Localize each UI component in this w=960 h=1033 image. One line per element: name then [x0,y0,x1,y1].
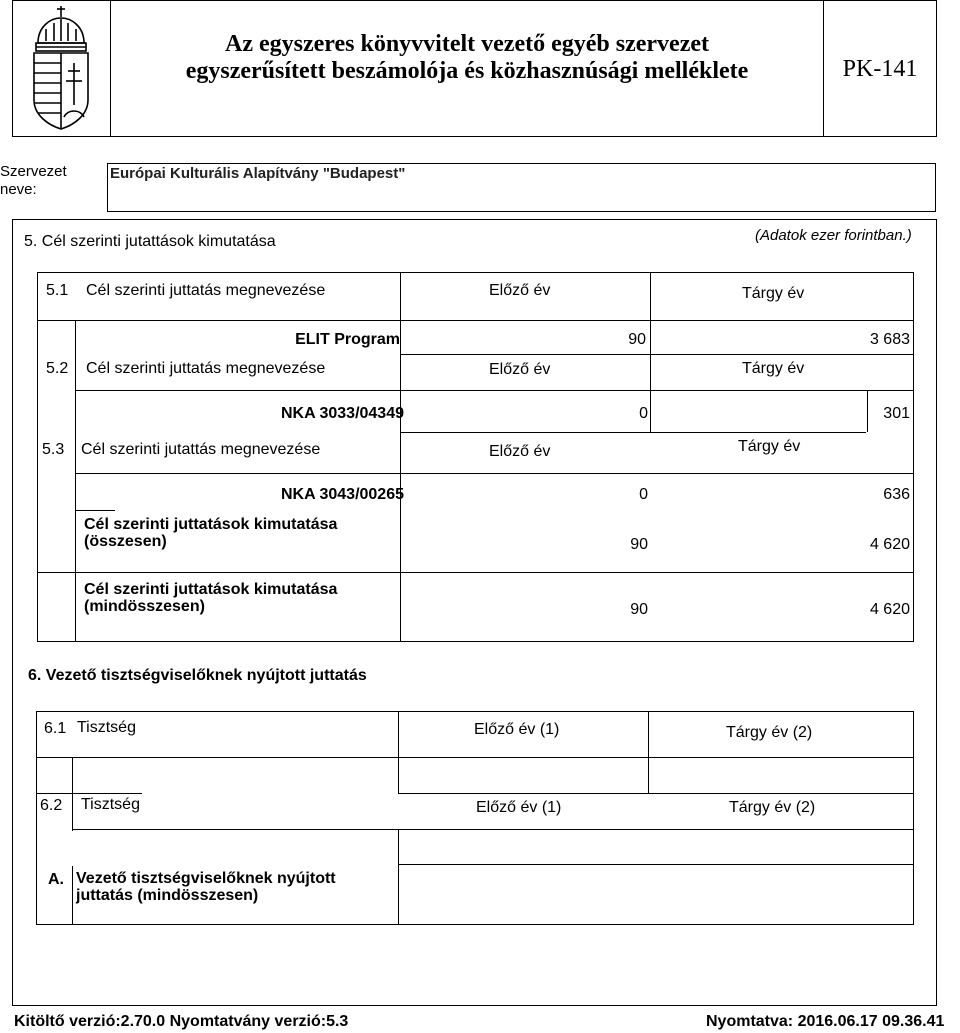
row-divider [36,793,142,794]
row-6-1-prev-header: Előző év (1) [474,721,560,738]
grand-total-label-line1: Cél szerinti juttatások kimutatása [84,581,338,598]
row-5-1-header-bottom [37,320,914,321]
header-divider-right [823,0,824,137]
row-6-2-prev-header: Előző év (1) [476,799,562,816]
row-5-3-curr-header: Tárgy év [738,438,801,455]
row-5-2-name: NKA 3033/04349 [280,405,404,422]
row-5-2-num: 5.2 [46,360,69,377]
row-5-1-name: ELIT Program [295,331,400,348]
col-divider [650,272,651,320]
row-5-3-name: NKA 3043/00265 [280,486,404,503]
page-title [114,31,820,85]
row-6-1-label: Tisztség [77,719,136,736]
col-divider [400,272,401,320]
col-divider [400,432,401,473]
row-divider [400,432,866,433]
section6-total-label [76,870,336,904]
col-divider [398,757,399,793]
col-divider [72,866,73,925]
unit-note: (Adatok ezer forintban.) [755,227,912,244]
row-5-1-prev-header: Előző év [489,282,551,299]
row-5-2-curr: 301 [883,405,910,422]
row-5-2-label: Cél szerinti juttatás megnevezése [86,360,326,377]
grand-total-prev: 90 [630,601,648,618]
row-5-3-prev: 0 [639,486,648,503]
col-divider [400,320,401,356]
col-divider [400,356,401,390]
row-6-2-label: Tisztség [81,796,140,813]
coat-of-arms-icon [28,5,94,131]
row-5-3-prev-header: Előző év [489,443,551,460]
page-title-line2: egyszerűsített beszámolója és közhasznúsági melléklete [185,58,749,84]
row-5-2-prev-header: Előző év [489,361,551,378]
col-divider [648,711,649,757]
org-name-label [0,163,67,199]
col-divider [72,793,73,831]
section6-total-label-line2: juttatás (mindösszesen) [76,887,259,904]
row-5-3-curr: 636 [883,486,910,503]
row-5-2-prev: 0 [639,405,648,422]
form-code: PK-141 [842,56,918,82]
total-label-line2: (összesen) [84,533,167,550]
total-label [84,516,337,550]
col-divider [650,320,651,356]
row-5-1-curr-header: Tárgy év [742,285,805,302]
row-divider [75,510,115,511]
grand-total-label [84,581,337,615]
row-6-1-curr-header: Tárgy év (2) [726,724,813,741]
org-name-label-line2: neve: [0,181,37,198]
row-divider [36,757,914,758]
total-prev: 90 [630,536,648,553]
col-divider [648,757,649,793]
col-divider [398,711,399,757]
col-divider [398,829,399,925]
section6-total-label-line1: Vezető tisztségviselőknek nyújtott [76,870,336,887]
row-5-1-prev: 90 [628,331,646,348]
col-divider [650,390,651,432]
row-6-2-num: 6.2 [40,797,63,814]
section5-title: 5. Cél szerinti jutattások kimutatása [24,233,276,250]
row-divider [37,572,914,573]
section6-total-num: A. [48,871,64,888]
header-divider-left [110,0,111,137]
row-5-1-label: Cél szerinti juttatás megnevezése [86,282,326,299]
org-name-value: Európai Kulturális Alapítvány "Budapest" [110,165,406,182]
row-divider [400,354,914,355]
row-5-3-num: 5.3 [42,441,65,458]
row-divider [75,390,914,391]
row-5-3-label: Cél szerinti jutattás megnevezése [81,441,321,458]
grand-total-label-line2: (mindösszesen) [84,598,205,615]
col-divider [72,757,73,793]
page-title-line1: Az egyszeres könyvvitelt vezető egyéb szervezet [224,31,709,57]
col-divider [650,356,651,390]
grand-total-curr: 4 620 [869,601,910,618]
row-divider [398,793,914,794]
col-divider [75,320,76,642]
row-5-1-num: 5.1 [46,282,69,299]
footer-print-date: Nyomtatva: 2016.06.17 09.36.41 [706,1013,945,1030]
row-divider [398,864,914,865]
row-6-2-curr-header: Tárgy év (2) [729,799,816,816]
footer-version: Kitöltő verzió:2.70.0 Nyomtatvány verzió:5.3 [14,1013,349,1030]
total-curr: 4 620 [869,536,910,553]
total-label-line1: Cél szerinti juttatások kimutatása [84,516,338,533]
section6-title: 6. Vezető tisztségviselőknek nyújtott juttatás [28,667,367,684]
row-divider [75,473,914,474]
row-6-1-num: 6.1 [44,720,67,737]
row-divider [72,829,914,830]
row-5-2-curr-header: Tárgy év [742,360,805,377]
row-5-1-curr: 3 683 [869,331,910,348]
org-name-label-line1: Szervezet [0,163,67,180]
